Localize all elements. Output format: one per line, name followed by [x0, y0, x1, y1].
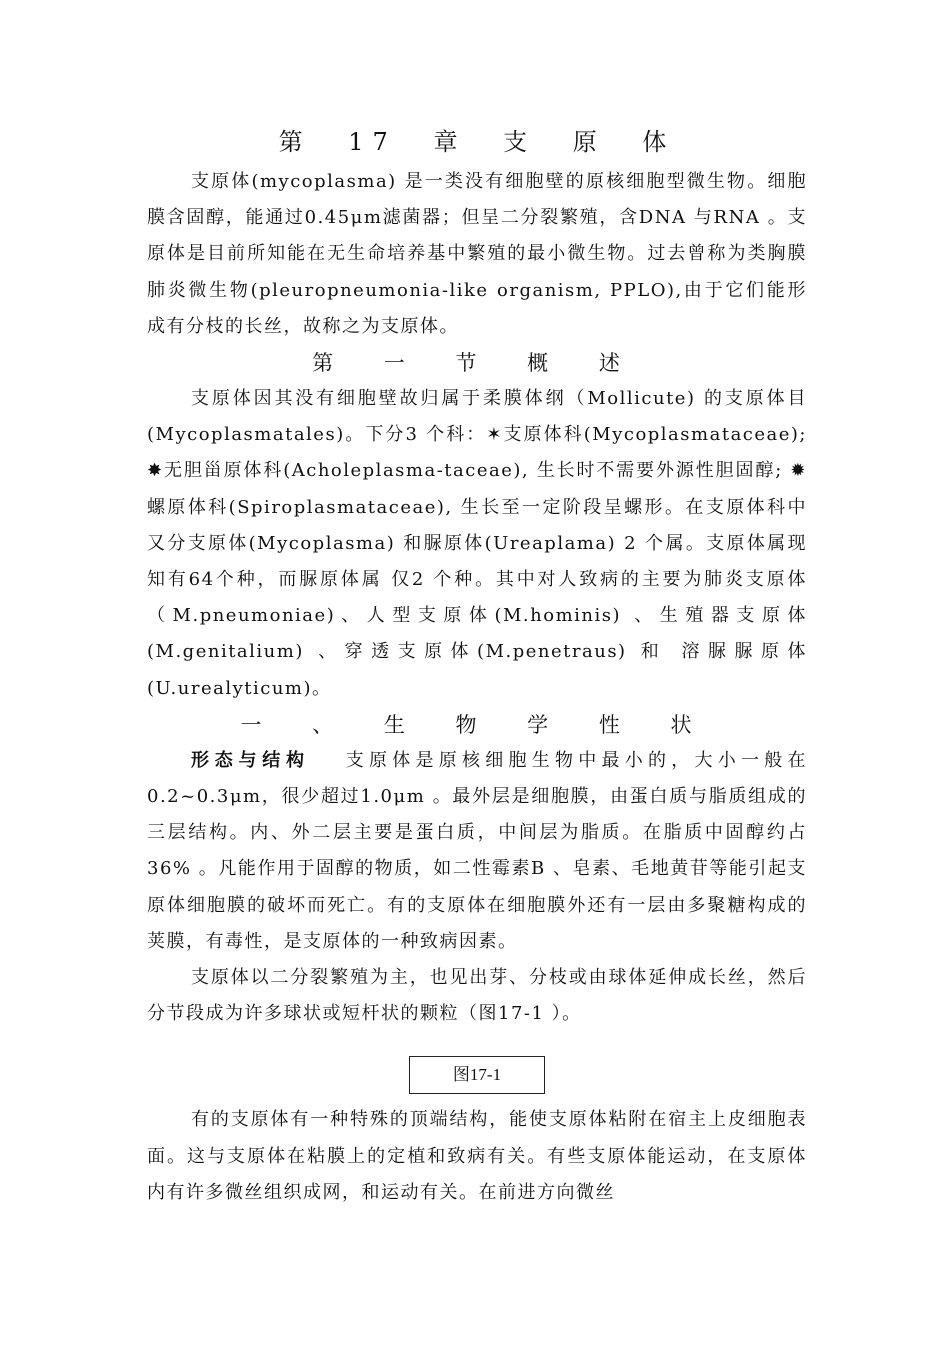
morphology-text: 支原体是原核细胞生物中最小的，大小一般在0.2~0.3μm，很少超过1.0μm 。最外层是细胞膜，由蛋白质与脂质组成的三层结构。内、外二层主要是蛋白质，中间层为脂质。在脂质中固醇约占36% 。凡能作用于固醇的物质，如二性霉素B 、皂素、毛地黄苷等能引起支原体细胞膜的破坏而死亡。有的支原体在细胞膜外还有一层由多聚糖构成的荚膜，有毒性，是支原体的一种致病因素。 — [147, 749, 807, 952]
chapter-title: 第 17 章 支 原 体 — [278, 128, 676, 156]
morphology-paragraph — [147, 743, 807, 960]
morphology-lead: 形态与结构 — [191, 749, 310, 771]
reproduction-paragraph: 支原体以二分裂繁殖为主，也见出芽、分枝或由球体延伸成长丝，然后分节段成为许多球状或短杆状的颗粒（图17-1 ）。 — [147, 967, 807, 1025]
tip-structure-paragraph: 有的支原体有一种特殊的顶端结构，能使支原体粘附在宿主上皮细胞表面。这与支原体在粘膜上的定植和致病有关。有些支原体能运动，在支原体内有许多微丝组织成网，和运动有关。在前进方向微丝 — [147, 1109, 807, 1203]
section-title: 第 一 节 概 述 — [312, 351, 642, 376]
intro-paragraph: 支原体(mycoplasma) 是一类没有细胞壁的原核细胞型微生物。细胞膜含固醇，能通过0.45μm滤菌器；但呈二分裂繁殖，含DNA 与RNA 。支原体是目前所知能在无生命培养基中繁殖的最小微生物。过去曾称为类胸膜肺炎微生物(pleuropneumonia-like organism, PPLO),由于它们能形成有分枝的长丝，故称之为支原体。 — [147, 171, 807, 337]
document-page — [147, 120, 807, 1211]
subsection-title: 一 、 生 物 学 性 状 — [240, 712, 714, 737]
overview-paragraph: 支原体因其没有细胞壁故归属于柔膜体纲（Mollicute) 的支原体目(Mycoplasmatales)。下分3 个科：✶支原体科(Mycoplasmataceae); ✸无胆甾原体科(Acholeplasma-taceae), 生长时不需要外源性胆固醇; ✹ 螺原体科(Spiroplasmataceae), 生长至一定阶段呈螺形。在支原体科中又分支原体(Mycoplasma) 和脲原体(Ureaplama) 2 个属。支原体属现知有64个种，而脲原体属 仅2 个种。其中对人致病的主要为肺炎支原体（M.pneumoniae)、人型支原体(M.hominis) 、生殖器支原体(M.genitalium) 、穿透支原体(M.penetraus) 和 溶脲脲原体(U.urealyticum)。 — [147, 388, 807, 699]
figure-placeholder: 图17-1 — [409, 1056, 545, 1094]
